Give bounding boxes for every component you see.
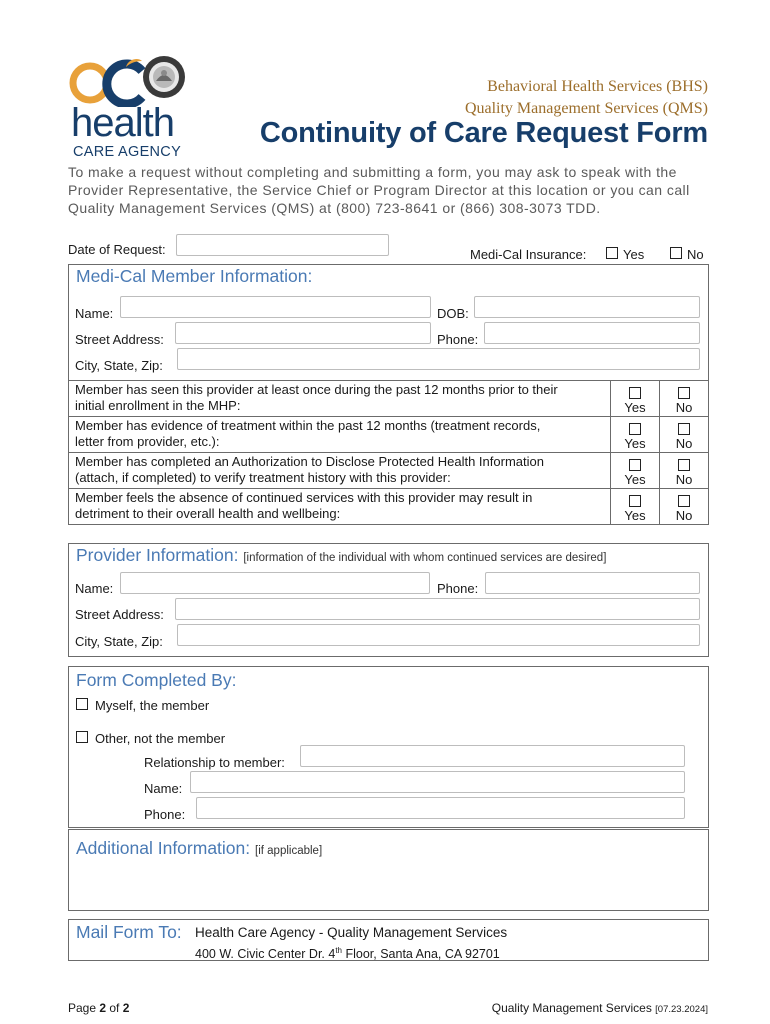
criteria-no-cell[interactable] (660, 453, 709, 489)
provider-info-note: [information of the individual with whom continued services are desired] (243, 552, 607, 564)
criteria-no-label: No (675, 508, 693, 523)
criteria-text-line: initial enrollment in the MHP: (75, 398, 241, 413)
member-street-label: Street Address: (75, 332, 164, 347)
intro-paragraph: To make a request without completing and submitting a form, you may ask to speak with the Provider Representative, the Service Chief or Program Director at this location or you can call Quality Management Services (QMS) at (800) 723-8641 or (866) 308-3073 TDD. (68, 164, 690, 216)
criteria-text-line: letter from provider, etc.): (75, 434, 220, 449)
provider-info-heading (76, 545, 606, 566)
provider-name-label: Name: (75, 581, 114, 596)
additional-info-heading-text: Additional Information: (76, 838, 251, 858)
date-of-request-label: Date of Request: (68, 242, 166, 257)
relationship-field[interactable] (300, 745, 685, 767)
criteria-yes-label: Yes (624, 436, 646, 451)
criteria-yes-checkbox[interactable] (629, 495, 641, 507)
criteria-no-cell[interactable] (660, 489, 709, 525)
mail-address-superscript: th (335, 946, 342, 955)
org-line-bhs: Behavioral Health Services (BHS) (487, 78, 708, 95)
criteria-no-cell[interactable] (660, 381, 709, 417)
criteria-no-label: No (675, 400, 693, 415)
provider-phone-field[interactable] (485, 572, 700, 594)
footer-revision-date: [07.23.2024] (655, 1004, 708, 1015)
footer-department-text: Quality Management Services (491, 1001, 652, 1015)
criteria-yes-label: Yes (624, 400, 646, 415)
member-phone-field[interactable] (484, 322, 700, 344)
page-number (68, 1001, 129, 1015)
page-total: 2 (122, 1001, 130, 1015)
member-info-heading: Medi-Cal Member Information: (76, 266, 313, 286)
member-city-label: City, State, Zip: (75, 358, 163, 373)
county-seal-icon (142, 55, 186, 99)
criteria-no-label: No (675, 472, 693, 487)
criteria-yes-label: Yes (624, 472, 646, 487)
medi-cal-yes-checkbox[interactable] (606, 247, 618, 259)
criteria-text-line: Member feels the absence of continued services with this provider may result in (75, 490, 533, 505)
mail-to-line1: Health Care Agency - Quality Management Services (195, 925, 508, 940)
member-phone-label: Phone: (437, 332, 479, 347)
provider-street-label: Street Address: (75, 607, 164, 622)
criteria-table (68, 380, 709, 525)
medi-cal-no-checkbox[interactable] (670, 247, 682, 259)
criteria-question (69, 381, 611, 417)
criteria-question (69, 489, 611, 525)
mail-to-line2 (195, 943, 500, 962)
criteria-text-line: detriment to their overall health and wellbeing: (75, 506, 341, 521)
member-name-field[interactable] (120, 296, 431, 318)
criteria-text-line: (attach, if completed) to verify treatment history with this provider: (75, 470, 451, 485)
criteria-yes-cell[interactable] (611, 381, 660, 417)
medi-cal-yes-label: Yes (623, 247, 645, 262)
additional-info-heading (76, 838, 322, 859)
medi-cal-no-label: No (687, 247, 704, 262)
member-name-label: Name: (75, 306, 114, 321)
provider-city-label: City, State, Zip: (75, 634, 163, 649)
criteria-question (69, 453, 611, 489)
member-dob-field[interactable] (474, 296, 700, 318)
completer-phone-field[interactable] (196, 797, 685, 819)
criteria-text-line: Member has seen this provider at least once during the past 12 months prior to their (75, 382, 558, 397)
criteria-yes-checkbox[interactable] (629, 423, 641, 435)
criteria-no-cell[interactable] (660, 417, 709, 453)
org-line-qms: Quality Management Services (QMS) (464, 100, 708, 117)
criteria-no-checkbox[interactable] (678, 459, 690, 471)
criteria-row (69, 417, 709, 453)
criteria-yes-cell[interactable] (611, 417, 660, 453)
criteria-yes-cell[interactable] (611, 453, 660, 489)
completed-by-heading: Form Completed By: (76, 670, 237, 690)
provider-city-field[interactable] (177, 624, 700, 646)
medi-cal-insurance-label: Medi-Cal Insurance: (470, 247, 587, 262)
completed-by-myself-label: Myself, the member (95, 698, 210, 713)
form-title: Continuity of Care Request Form (259, 117, 708, 149)
criteria-no-checkbox[interactable] (678, 495, 690, 507)
relationship-label: Relationship to member: (144, 755, 285, 770)
completer-phone-label: Phone: (144, 807, 186, 822)
criteria-no-checkbox[interactable] (678, 387, 690, 399)
completer-name-label: Name: (144, 781, 183, 796)
criteria-text-line: Member has completed an Authorization to Disclose Protected Health Information (75, 454, 544, 469)
criteria-row (69, 453, 709, 489)
mail-address-street: 400 W. Civic Center Dr. 4 (195, 947, 336, 962)
criteria-yes-label: Yes (624, 508, 646, 523)
provider-name-field[interactable] (120, 572, 430, 594)
provider-street-field[interactable] (175, 598, 700, 620)
logo-subtitle: CARE AGENCY (73, 144, 182, 160)
completed-by-myself-checkbox[interactable] (76, 698, 88, 710)
member-dob-label: DOB: (437, 306, 469, 321)
page-current: 2 (99, 1001, 107, 1015)
footer-department (492, 1001, 708, 1015)
member-street-field[interactable] (175, 322, 431, 344)
criteria-yes-checkbox[interactable] (629, 459, 641, 471)
page-of: of (106, 1001, 123, 1015)
additional-info-note: [if applicable] (255, 845, 323, 857)
criteria-row (69, 381, 709, 417)
criteria-question (69, 417, 611, 453)
criteria-text-line: Member has evidence of treatment within the past 12 months (treatment records, (75, 418, 541, 433)
date-of-request-field[interactable] (176, 234, 389, 256)
mail-address-city: Floor, Santa Ana, CA 92701 (342, 947, 500, 962)
criteria-yes-cell[interactable] (611, 489, 660, 525)
provider-info-heading-text: Provider Information: (76, 545, 239, 565)
mail-to-heading: Mail Form To: (76, 922, 182, 942)
member-city-field[interactable] (177, 348, 700, 370)
completer-name-field[interactable] (190, 771, 685, 793)
logo-wordmark: health (71, 101, 174, 145)
criteria-yes-checkbox[interactable] (629, 387, 641, 399)
completed-by-other-label: Other, not the member (95, 731, 226, 746)
page-prefix: Page (68, 1001, 100, 1015)
completed-by-other-checkbox[interactable] (76, 731, 88, 743)
criteria-no-label: No (675, 436, 693, 451)
criteria-row (69, 489, 709, 525)
provider-phone-label: Phone: (437, 581, 479, 596)
criteria-no-checkbox[interactable] (678, 423, 690, 435)
